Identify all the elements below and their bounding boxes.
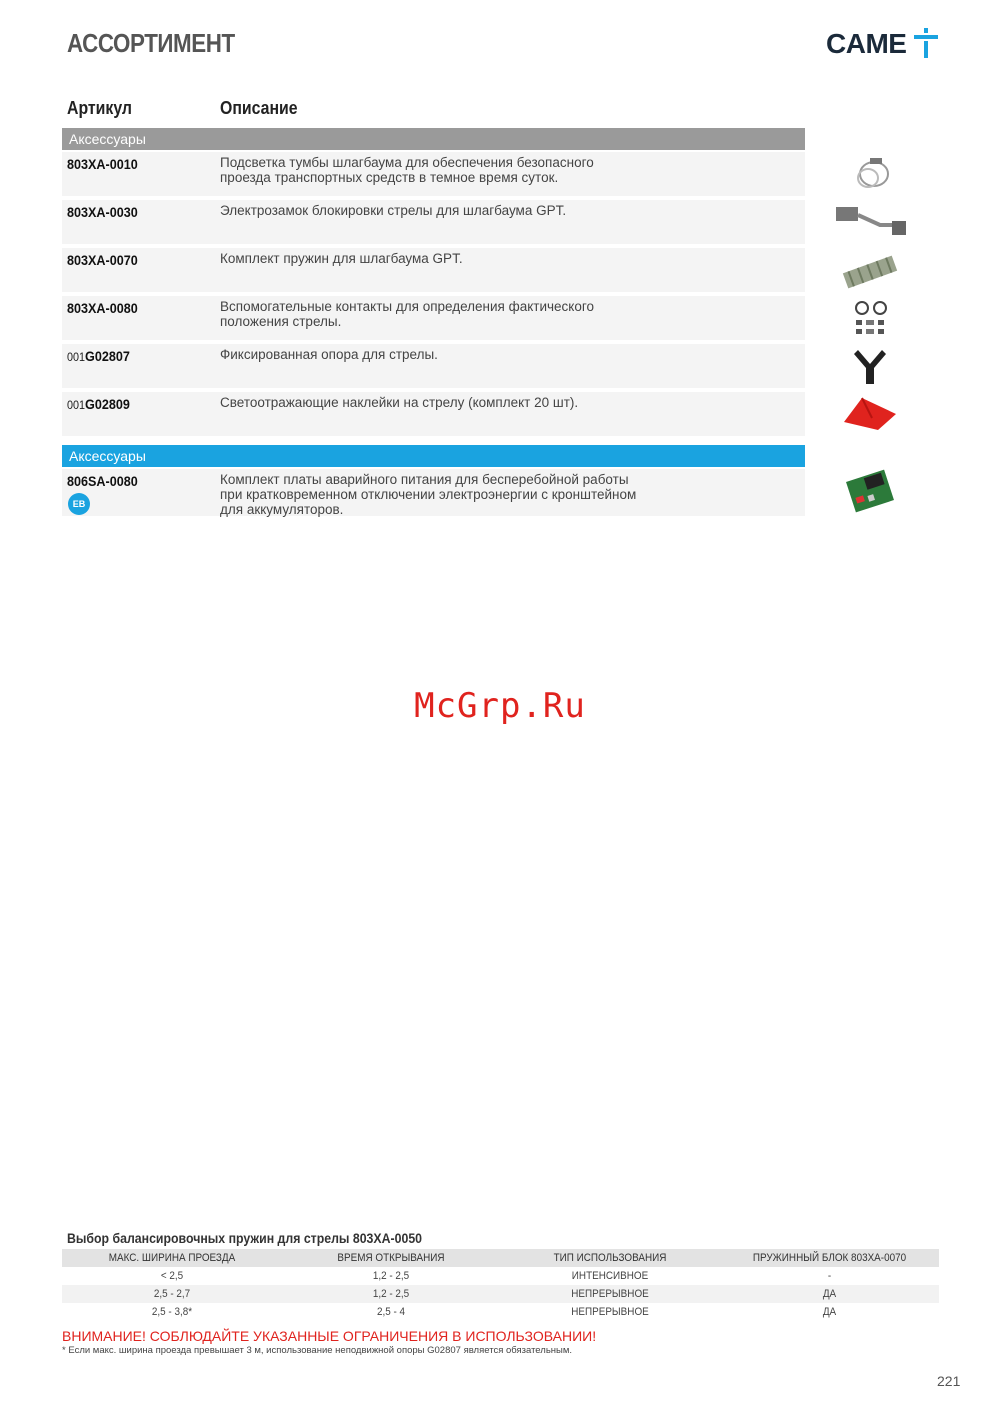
table-header-cell: МАКС. ШИРИНА ПРОЕЗДА bbox=[108, 1252, 236, 1264]
table-cell: 2,5 - 2,7 bbox=[153, 1288, 191, 1300]
table-header-cell: ПРУЖИННЫЙ БЛОК 803XA-0070 bbox=[752, 1252, 907, 1264]
springs-table bbox=[62, 1249, 939, 1321]
product-description: Комплект пружин для шлагбаума GPT. bbox=[220, 251, 463, 266]
table-cell: 1,2 - 2,5 bbox=[372, 1270, 410, 1282]
table-cell: < 2,5 bbox=[160, 1270, 184, 1282]
table-row bbox=[62, 1285, 939, 1303]
table-header-cell: ТИП ИСПОЛЬЗОВАНИЯ bbox=[553, 1252, 667, 1264]
usage-warning: ВНИМАНИЕ! СОБЛЮДАЙТЕ УКАЗАННЫЕ ОГРАНИЧЕНИЯ В ИСПОЛЬЗОВАНИИ! bbox=[62, 1328, 597, 1344]
product-code: 803XA-0080 bbox=[67, 300, 138, 316]
product-code: 803XA-0070 bbox=[67, 252, 138, 268]
page-number: 221 bbox=[937, 1373, 961, 1389]
column-header-description: Описание bbox=[220, 98, 298, 118]
product-row bbox=[62, 200, 805, 244]
table-cell: ДА bbox=[822, 1288, 837, 1300]
table-cell: НЕПРЕРЫВНОЕ bbox=[571, 1288, 649, 1300]
product-description: Электрозамок блокировки стрелы для шлагбаума GPT. bbox=[220, 203, 567, 218]
logo-text: CAME bbox=[826, 28, 907, 59]
table-cell: - bbox=[827, 1270, 832, 1282]
product-code: 803XA-0010 bbox=[67, 156, 138, 172]
product-description: Вспомогательные контакты для определения фактического положения стрелы. bbox=[220, 299, 594, 329]
product-description: Комплект платы аварийного питания для бесперебойной работы при кратковременном отключении электроэнергии с кронштейном для аккумуляторов. bbox=[220, 472, 637, 517]
product-row bbox=[62, 248, 805, 292]
page-title: АССОРТИМЕНТ bbox=[67, 28, 235, 58]
product-row bbox=[62, 344, 805, 388]
table-cell: ДА bbox=[822, 1306, 837, 1318]
product-row bbox=[62, 296, 805, 340]
came-logo-mark-icon bbox=[912, 28, 940, 60]
fixed-support-icon bbox=[830, 344, 910, 388]
product-row bbox=[62, 152, 805, 196]
section-header-accessories: Аксессуары bbox=[62, 445, 805, 467]
table-cell: 1,2 - 2,5 bbox=[372, 1288, 410, 1300]
battery-badge-icon: EB bbox=[68, 493, 90, 515]
table-cell: НЕПРЕРЫВНОЕ bbox=[571, 1306, 649, 1318]
came-logo bbox=[826, 26, 940, 66]
table-row bbox=[62, 1267, 939, 1285]
aux-contacts-icon bbox=[830, 298, 910, 342]
light-cable-icon bbox=[830, 152, 910, 196]
electric-lock-icon bbox=[830, 199, 910, 243]
column-header-article: Артикул bbox=[67, 98, 132, 118]
product-description: Фиксированная опора для стрелы. bbox=[220, 347, 438, 362]
table-row bbox=[62, 1303, 939, 1321]
product-code: 001G02809 bbox=[67, 396, 130, 412]
product-description: Светоотражающие наклейки на стрелу (комплект 20 шт). bbox=[220, 395, 579, 410]
table-cell: 2,5 - 3,8* bbox=[151, 1306, 193, 1318]
emergency-board-icon bbox=[830, 469, 910, 513]
product-row bbox=[62, 469, 805, 516]
reflective-stickers-icon bbox=[830, 390, 910, 434]
footnote: * Если макс. ширина проезда превышает 3 м, использование неподвижной опоры G02807 является обязательным. bbox=[62, 1345, 573, 1356]
product-description: Подсветка тумбы шлагбаума для обеспечения безопасного проезда транспортных средств в темное время суток. bbox=[220, 155, 594, 185]
springs-table-title: Выбор балансировочных пружин для стрелы 803XA-0050 bbox=[67, 1230, 423, 1246]
table-header-row bbox=[62, 1249, 939, 1267]
table-cell: 2,5 - 4 bbox=[376, 1306, 406, 1318]
table-header-cell: ВРЕМЯ ОТКРЫВАНИЯ bbox=[337, 1252, 445, 1264]
spring-kit-icon bbox=[830, 250, 910, 294]
product-code: 001G02807 bbox=[67, 348, 130, 364]
watermark: McGrp.Ru bbox=[414, 686, 586, 726]
section-header-accessories: Аксессуары bbox=[62, 128, 805, 150]
product-code: 806SA-0080 bbox=[67, 473, 138, 489]
product-row bbox=[62, 392, 805, 436]
table-cell: ИНТЕНСИВНОЕ bbox=[571, 1270, 649, 1282]
product-code: 803XA-0030 bbox=[67, 204, 138, 220]
